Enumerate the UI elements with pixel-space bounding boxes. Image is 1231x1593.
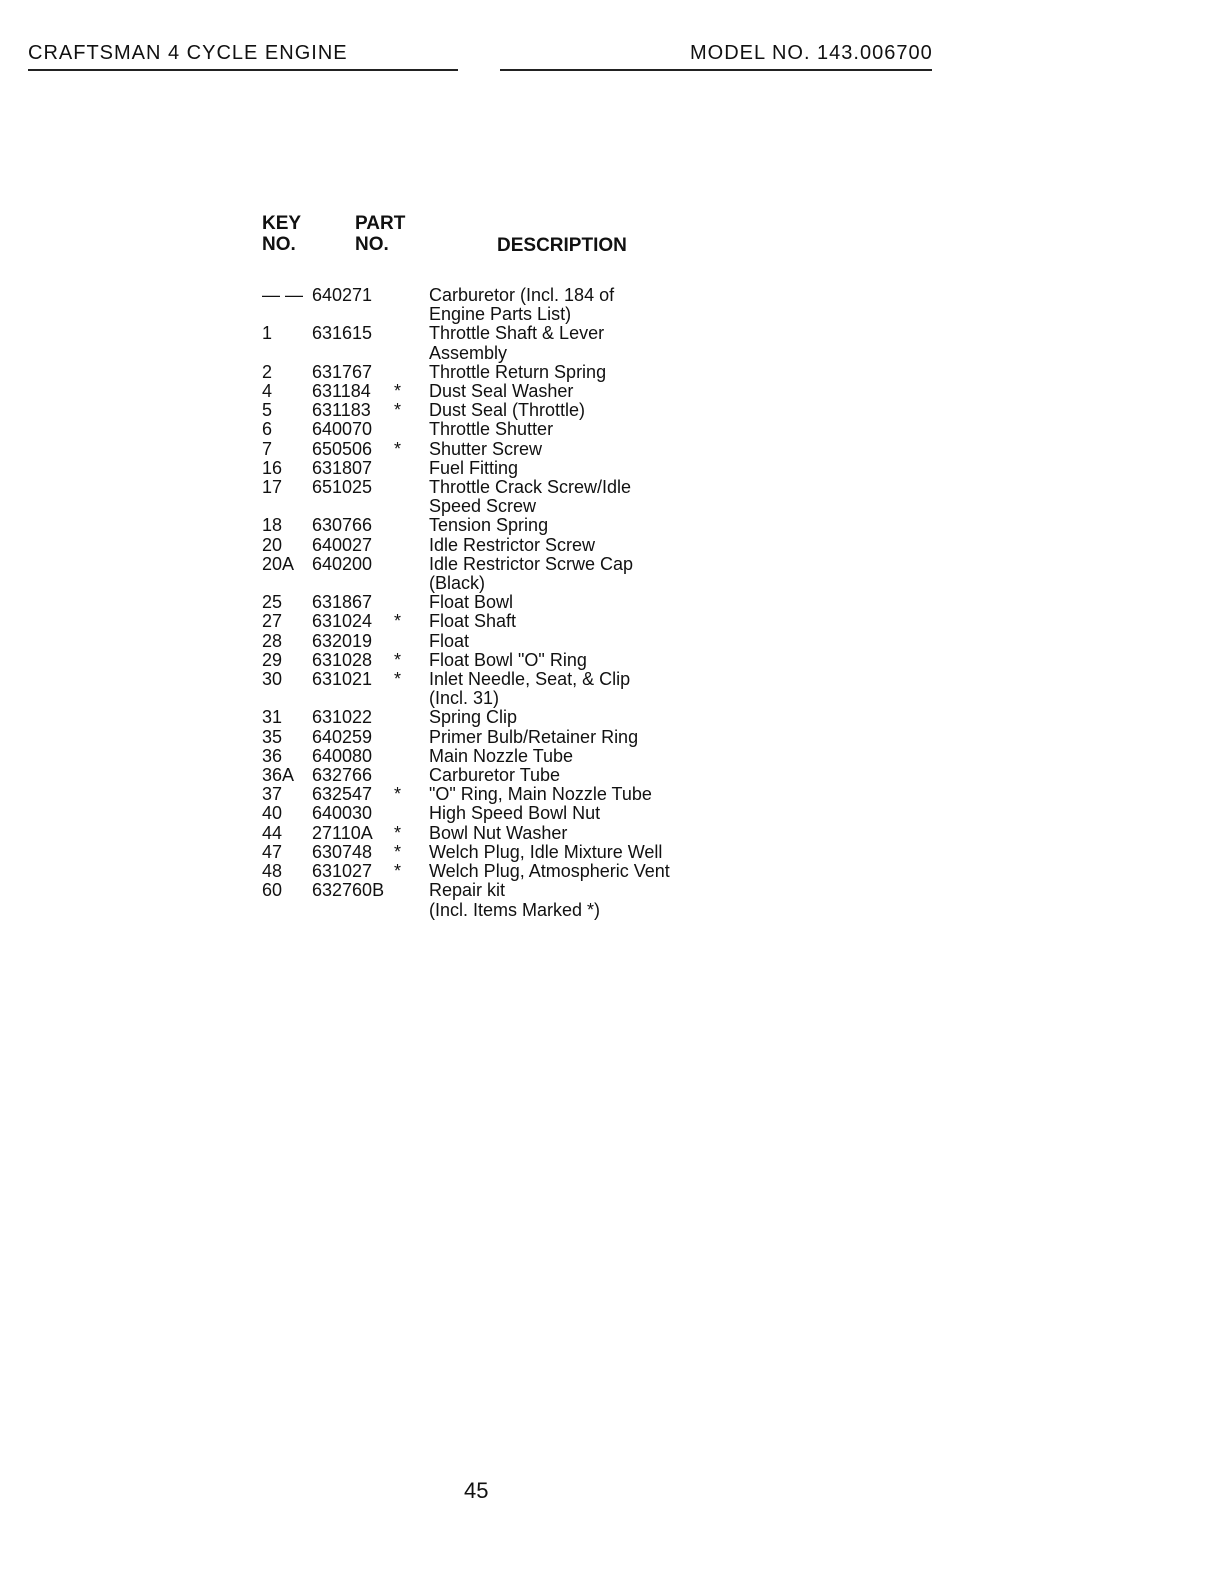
part-description	[429, 881, 782, 919]
key-number: 44	[262, 822, 283, 843]
page-number: 45	[464, 1478, 489, 1503]
table-row	[262, 593, 782, 612]
description-line: Throttle Crack Screw/Idle	[429, 477, 632, 498]
table-row	[262, 420, 782, 439]
part-number: 631022	[312, 707, 373, 728]
key-header-line1: KEY	[262, 213, 302, 234]
part-description	[429, 555, 782, 593]
header-rule-left	[28, 69, 458, 71]
repair-kit-marker: *	[394, 669, 402, 690]
description-line: (Black)	[429, 573, 486, 594]
key-number: 60	[262, 880, 283, 901]
part-description	[429, 785, 782, 804]
part-number: 631615	[312, 323, 373, 344]
repair-kit-marker: *	[394, 611, 402, 632]
part-number: 27110A	[312, 822, 373, 843]
part-description	[429, 612, 782, 631]
table-row	[262, 459, 782, 478]
description-line: Primer Bulb/Retainer Ring	[429, 726, 639, 747]
key-number: 16	[262, 457, 283, 478]
description-header: DESCRIPTION	[497, 235, 627, 256]
part-number: 631183	[312, 400, 371, 421]
key-number: 20	[262, 534, 283, 555]
description-line: Engine Parts List)	[429, 304, 572, 325]
key-number: — —	[262, 285, 304, 305]
table-row	[262, 382, 782, 401]
part-description	[429, 459, 782, 478]
description-line: Dust Seal Washer	[429, 381, 574, 402]
key-number: 18	[262, 515, 283, 536]
repair-kit-marker: *	[394, 841, 402, 862]
description-line: Carburetor (Incl. 184 of	[429, 285, 615, 305]
table-row	[262, 881, 782, 919]
part-description	[429, 536, 782, 555]
table-row	[262, 478, 782, 516]
table-row	[262, 747, 782, 766]
description-line: Inlet Needle, Seat, & Clip	[429, 669, 631, 690]
key-number: 40	[262, 803, 283, 824]
key-header-line2: NO.	[262, 234, 296, 255]
parts-list	[262, 286, 782, 920]
part-number: 640259	[312, 726, 373, 747]
description-line: Dust Seal (Throttle)	[429, 400, 586, 421]
part-description	[429, 324, 782, 362]
key-number: 7	[262, 438, 273, 459]
description-line: Float Shaft	[429, 611, 517, 632]
key-no-header	[262, 213, 301, 255]
description-line: Float	[429, 630, 470, 651]
repair-kit-marker: *	[394, 861, 402, 882]
table-row	[262, 632, 782, 651]
table-row	[262, 728, 782, 747]
key-number: 6	[262, 419, 273, 440]
key-number: 4	[262, 381, 273, 402]
part-number: 640080	[312, 745, 373, 766]
description-line: Throttle Shaft & Lever	[429, 323, 605, 344]
part-number: 631024	[312, 611, 373, 632]
repair-kit-marker: *	[394, 822, 402, 843]
repair-kit-marker: *	[394, 400, 402, 421]
table-row	[262, 862, 782, 881]
key-number: 20A	[262, 553, 295, 574]
part-description	[429, 516, 782, 535]
table-row	[262, 766, 782, 785]
part-description	[429, 747, 782, 766]
description-line: (Incl. 31)	[429, 688, 500, 709]
part-description	[429, 728, 782, 747]
key-number: 35	[262, 726, 283, 747]
table-row	[262, 612, 782, 631]
part-number: 631027	[312, 861, 373, 882]
description-line: Shutter Screw	[429, 438, 543, 459]
part-number: 640070	[312, 419, 373, 440]
description-line: (Incl. Items Marked *)	[429, 899, 601, 920]
table-row	[262, 804, 782, 823]
part-number: 631184	[312, 381, 371, 402]
description-line: Throttle Return Spring	[429, 361, 607, 382]
key-number: 2	[262, 361, 273, 382]
description-line: Bowl Nut Washer	[429, 822, 568, 843]
part-description	[429, 670, 782, 708]
part-number: 632547	[312, 784, 373, 805]
table-row	[262, 670, 782, 708]
part-number: 631867	[312, 592, 373, 613]
repair-kit-marker: *	[394, 784, 402, 805]
key-number: 5	[262, 400, 273, 421]
part-number: 640200	[312, 553, 373, 574]
description-line: Tension Spring	[429, 515, 549, 536]
description-line: Fuel Fitting	[429, 457, 519, 478]
part-number: 631021	[312, 669, 373, 690]
description-line: Float Bowl "O" Ring	[429, 649, 587, 670]
part-no-header	[355, 213, 405, 255]
key-number: 25	[262, 592, 283, 613]
key-number: 48	[262, 861, 283, 882]
description-line: Main Nozzle Tube	[429, 745, 574, 766]
description-line: Idle Restrictor Scrwe Cap	[429, 553, 634, 574]
key-number: 29	[262, 649, 283, 670]
part-description	[429, 286, 782, 324]
part-description	[429, 382, 782, 401]
part-number: 632760B	[312, 880, 385, 901]
part-description	[429, 593, 782, 612]
table-row	[262, 555, 782, 593]
repair-kit-marker: *	[394, 649, 402, 670]
part-number: 631767	[312, 361, 373, 382]
table-row	[262, 536, 782, 555]
part-number: 640271	[312, 285, 373, 305]
part-description	[429, 420, 782, 439]
header-rule-right	[500, 69, 932, 71]
description-line: Assembly	[429, 342, 508, 363]
part-description	[429, 708, 782, 727]
description-line: Welch Plug, Atmospheric Vent	[429, 861, 670, 882]
part-number: 632019	[312, 630, 373, 651]
table-row	[262, 440, 782, 459]
description-line: Idle Restrictor Screw	[429, 534, 596, 555]
key-number: 47	[262, 841, 283, 862]
description-line: "O" Ring, Main Nozzle Tube	[429, 784, 652, 805]
description-line: Speed Screw	[429, 496, 537, 517]
table-row	[262, 651, 782, 670]
key-number: 31	[262, 707, 283, 728]
table-row	[262, 785, 782, 804]
part-number: 630766	[312, 515, 373, 536]
part-description	[429, 843, 782, 862]
table-row	[262, 286, 782, 324]
model-number: MODEL NO. 143.006700	[690, 42, 933, 64]
part-description	[429, 651, 782, 670]
table-row	[262, 824, 782, 843]
part-description	[429, 766, 782, 785]
part-number: 650506	[312, 438, 373, 459]
part-number: 651025	[312, 477, 373, 498]
part-number: 631028	[312, 649, 373, 670]
description-line: High Speed Bowl Nut	[429, 803, 601, 824]
table-row	[262, 843, 782, 862]
table-row	[262, 708, 782, 727]
key-number: 17	[262, 477, 283, 498]
repair-kit-marker: *	[394, 438, 402, 459]
part-description	[429, 804, 782, 823]
description-line: Throttle Shutter	[429, 419, 554, 440]
table-row	[262, 324, 782, 362]
part-number: 640027	[312, 534, 373, 555]
part-number: 632766	[312, 765, 373, 786]
description-line: Spring Clip	[429, 707, 518, 728]
key-number: 37	[262, 784, 283, 805]
part-number: 631807	[312, 457, 373, 478]
key-number: 36	[262, 745, 283, 766]
part-description	[429, 824, 782, 843]
description-line: Float Bowl	[429, 592, 514, 613]
part-number: 640030	[312, 803, 373, 824]
part-description	[429, 632, 782, 651]
description-line: Repair kit	[429, 880, 506, 901]
manual-title: CRAFTSMAN 4 CYCLE ENGINE	[28, 42, 348, 64]
key-number: 30	[262, 669, 283, 690]
key-number: 28	[262, 630, 283, 651]
part-header-line1: PART	[355, 213, 406, 234]
table-row	[262, 516, 782, 535]
part-description	[429, 478, 782, 516]
part-description	[429, 401, 782, 420]
key-number: 1	[262, 323, 273, 344]
repair-kit-marker: *	[394, 381, 402, 402]
part-description	[429, 363, 782, 382]
key-number: 36A	[262, 765, 295, 786]
part-number: 630748	[312, 841, 373, 862]
key-number: 27	[262, 611, 283, 632]
table-row	[262, 363, 782, 382]
part-description	[429, 440, 782, 459]
description-line: Welch Plug, Idle Mixture Well	[429, 841, 663, 862]
part-header-line2: NO.	[355, 234, 389, 255]
part-description	[429, 862, 782, 881]
description-line: Carburetor Tube	[429, 765, 561, 786]
table-row	[262, 401, 782, 420]
